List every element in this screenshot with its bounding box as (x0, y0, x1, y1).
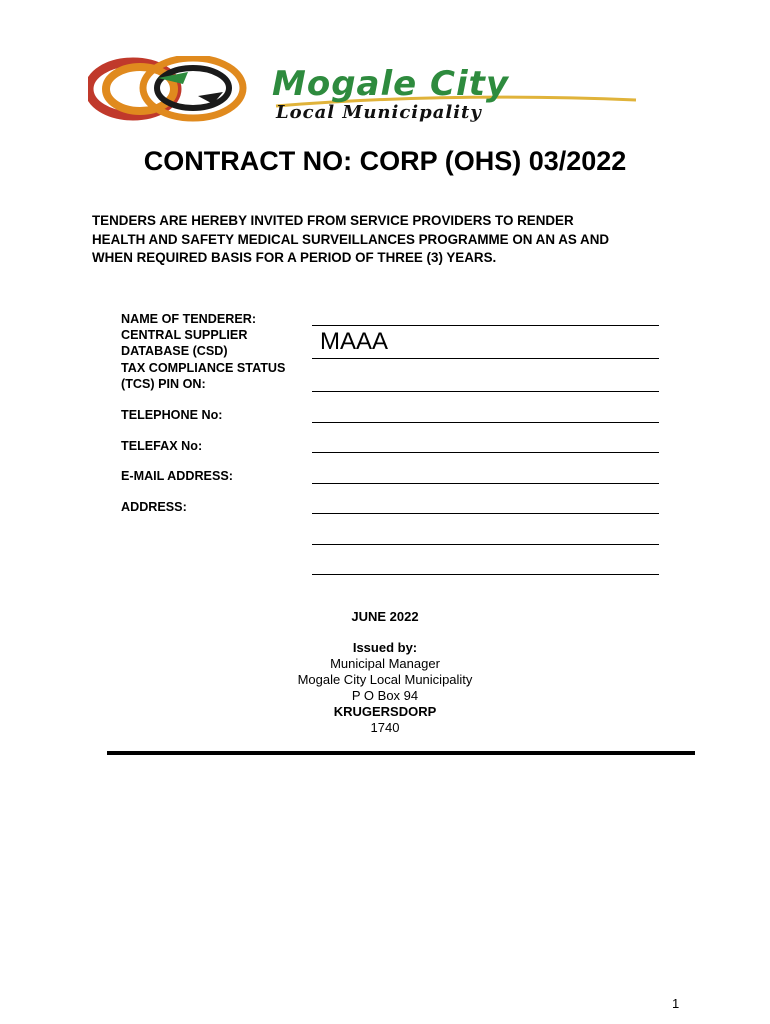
intro-paragraph (92, 212, 692, 268)
issuer-postal-code: 1740 (370, 720, 400, 735)
issuer-po-box: P O Box 94 (351, 688, 419, 703)
issuer-municipality: Mogale City Local Municipality (297, 672, 473, 687)
logo-subtitle: Local Municipality (276, 102, 482, 123)
address-field[interactable] (312, 513, 659, 514)
issuer-town: KRUGERSDORP (333, 704, 437, 719)
logo-name: Mogale City (272, 64, 510, 104)
telephone-label: TELEPHONE No: (121, 408, 223, 422)
intro-line: TENDERS ARE HEREBY INVITED FROM SERVICE PROVIDERS TO RENDER (92, 213, 574, 228)
page-number: 1 (672, 996, 680, 1011)
intro-line: HEALTH AND SAFETY MEDICAL SURVEILLANCES PROGRAMME ON AN AS AND (92, 231, 610, 247)
tcs-label: TAX COMPLIANCE STATUS (121, 361, 286, 375)
issued-by-label: Issued by: (352, 640, 418, 655)
telefax-field[interactable] (312, 452, 659, 453)
telefax-label: TELEFAX No: (121, 439, 203, 453)
issue-date: JUNE 2022 (351, 609, 419, 624)
intro-line: WHEN REQUIRED BASIS FOR A PERIOD OF THREE (3) YEARS. (92, 250, 497, 265)
csd-value[interactable]: MAAA (320, 328, 389, 355)
address-field[interactable] (312, 544, 659, 545)
contract-title: CONTRACT NO: CORP (OHS) 03/2022 (143, 146, 627, 176)
issuer-title: Municipal Manager (330, 656, 440, 671)
tcs-field[interactable] (312, 391, 659, 392)
name-field[interactable] (312, 325, 659, 326)
email-field[interactable] (312, 483, 659, 484)
divider-rule (107, 751, 695, 755)
address-field[interactable] (312, 574, 659, 575)
csd-label: DATABASE (CSD) (121, 344, 228, 358)
name-label: NAME OF TENDERER: (121, 312, 257, 326)
address-label: ADDRESS: (121, 500, 187, 514)
telephone-field[interactable] (312, 422, 659, 423)
email-label: E-MAIL ADDRESS: (121, 469, 233, 483)
tcs-label: (TCS) PIN ON: (121, 377, 206, 391)
csd-label: CENTRAL SUPPLIER (121, 328, 248, 342)
csd-field[interactable] (312, 358, 659, 359)
